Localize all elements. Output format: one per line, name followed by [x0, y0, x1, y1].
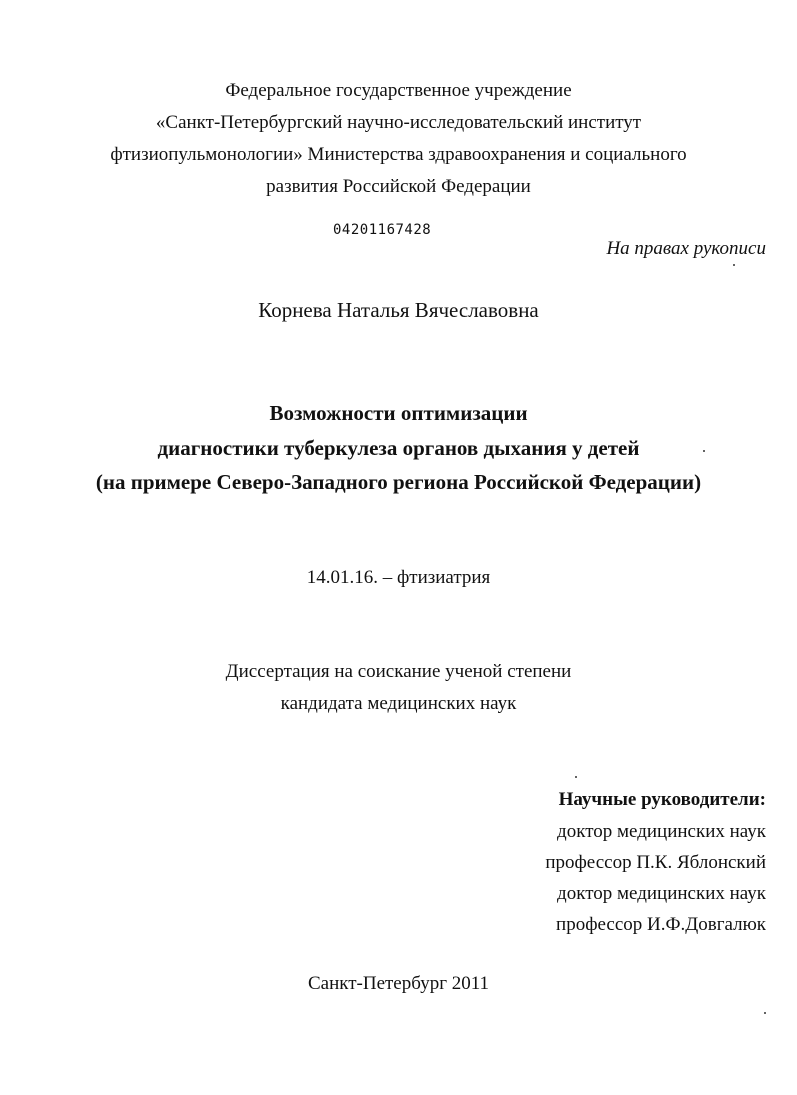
- scan-speck: [703, 450, 705, 452]
- supervisor-2-name: профессор И.Ф.Довгалюк: [556, 914, 766, 935]
- supervisor-2-degree: доктор медицинских наук: [557, 883, 766, 904]
- city-year: Санкт-Петербург 2011: [307, 973, 490, 994]
- scan-speck: [764, 1012, 766, 1014]
- institution-line-4: развития Российской Федерации: [266, 176, 531, 197]
- degree-line-1: Диссертация на соискание ученой степени: [225, 661, 572, 682]
- scan-speck: [733, 264, 735, 266]
- scan-speck: [575, 776, 577, 778]
- author-name: Корнева Наталья Вячеславовна: [258, 298, 539, 322]
- dissertation-title-line-2: диагностики туберкулеза органов дыхания у детей: [157, 436, 640, 460]
- supervisors-heading: Научные руководители:: [558, 789, 766, 810]
- institution-line-2: «Санкт-Петербургский научно-исследовательский институт: [155, 112, 642, 133]
- supervisor-1-name: профессор П.К. Яблонский: [545, 852, 766, 873]
- dissertation-title-line-1: Возможности оптимизации: [269, 401, 528, 425]
- dissertation-title-line-3: (на примере Северо-Западного региона Российской Федерации): [95, 470, 702, 494]
- supervisor-1-degree: доктор медицинских наук: [557, 821, 766, 842]
- specialty-code: 14.01.16. – фтизиатрия: [306, 567, 491, 588]
- institution-line-3: фтизиопульмонологии» Министерства здравоохранения и социального: [110, 144, 687, 165]
- manuscript-note: На правах рукописи: [606, 238, 766, 259]
- degree-line-2: кандидата медицинских наук: [280, 693, 517, 714]
- registration-number: 04201167428: [333, 222, 432, 238]
- institution-line-1: Федеральное государственное учреждение: [225, 80, 572, 101]
